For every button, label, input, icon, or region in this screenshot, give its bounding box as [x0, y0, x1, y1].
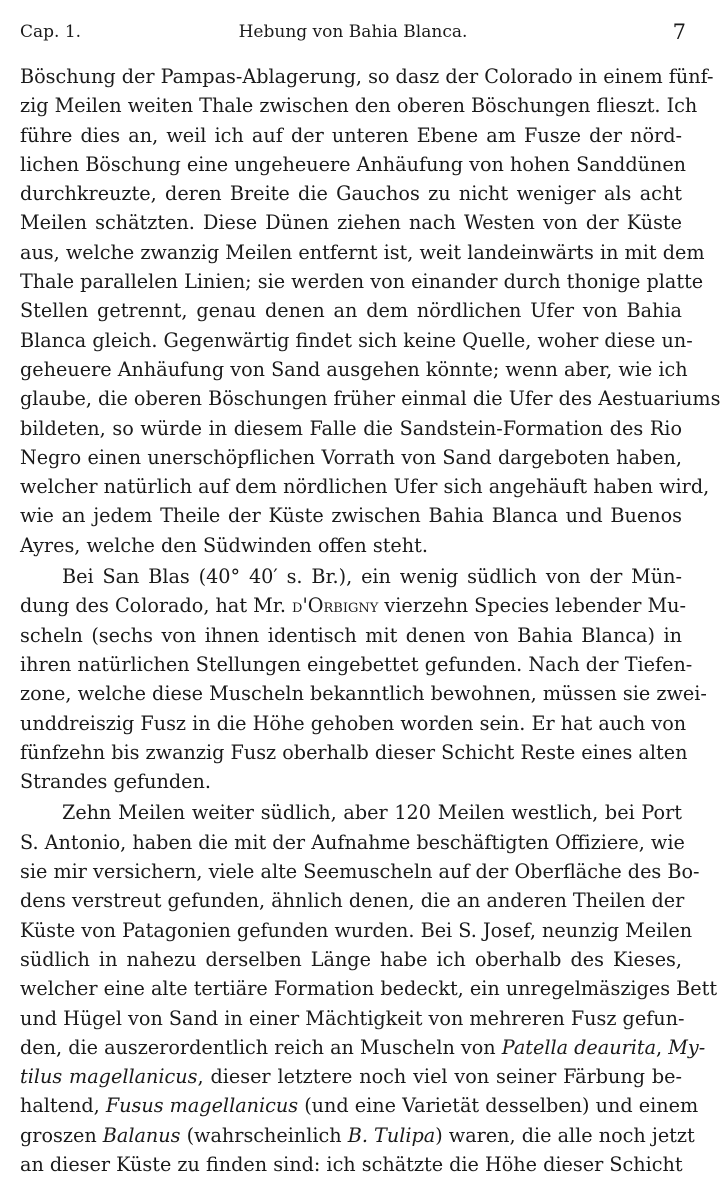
text-line: Böschung der Pampas-Ablagerung, so dasz der Colorado in einem fünf- — [20, 65, 714, 88]
paragraph — [20, 62, 720, 560]
running-title: Hebung von Bahia Blanca. — [238, 22, 468, 42]
text-line: unddreiszig Fusz in die Höhe gehoben worden sein. Er hat auch von — [20, 711, 687, 735]
body-text — [20, 62, 720, 1181]
text-line: welcher eine alte tertiäre Formation bedeckt, ein unregelmäsziges Bett — [20, 977, 718, 1001]
text-line: den, die auszerordentlich reich an Muscheln von Patella deaurita, My- — [20, 1035, 706, 1059]
text-line: durchkreuzte, deren Breite die Gauchos zu nicht weniger als acht — [20, 182, 682, 206]
text-line: ihren natürlichen Stellungen eingebettet gefunden. Nach der Tiefen- — [20, 652, 693, 676]
text-line: Zehn Meilen weiter südlich, aber 120 Meilen westlich, bei Port — [62, 801, 682, 825]
text-line: haltend, Fusus magellanicus (und eine Varietät desselben) und einem — [20, 1094, 699, 1118]
text-line: Küste von Patagonien gefunden wurden. Bei S. Josef, neunzig Meilen — [20, 918, 693, 942]
text-line: dung des Colorado, hat Mr. d'Orbigny vierzehn Species lebender Mu- — [20, 594, 687, 618]
text-line: Blanca gleich. Gegenwärtig findet sich keine Quelle, woher diese un- — [20, 328, 693, 352]
text-line: S. Antonio, haben die mit der Aufnahme beschäftigten Offiziere, wie — [20, 830, 685, 854]
text-line: welcher natürlich auf dem nördlichen Ufer sich angehäuft haben wird, — [20, 475, 710, 499]
paragraph — [20, 562, 707, 796]
text-line: aus, welche zwanzig Meilen entfernt ist, weit landeinwärts in mit dem — [20, 240, 705, 264]
text-line: scheln (sechs von ihnen identisch mit denen von Bahia Blanca) in — [20, 623, 682, 647]
text-line: Stellen getrennt, genau denen an dem nördlichen Ufer von Bahia — [20, 299, 682, 323]
text-line: groszen Balanus (wahrscheinlich B. Tulipa) waren, die alle noch jetzt — [20, 1123, 695, 1147]
text-line: zig Meilen weiten Thale zwischen den oberen Böschungen flieszt. Ich — [20, 94, 698, 118]
text-line: tilus magellanicus, dieser letztere noch viel von seiner Färbung be- — [20, 1065, 683, 1089]
text-line: südlich in nahezu derselben Länge habe ich oberhalb des Kieses, — [20, 947, 682, 971]
text-line: an dieser Küste zu finden sind: ich schätzte die Höhe dieser Schicht — [20, 1152, 683, 1176]
text-line: zone, welche diese Muscheln bekanntlich bewohnen, müssen sie zwei- — [20, 682, 707, 706]
text-line: Thale parallelen Linien; sie werden von einander durch thonige platte — [20, 270, 704, 294]
page-number: 7 — [672, 20, 686, 44]
text-line: bildeten, so würde in diesem Falle die Sandstein-Formation des Rio — [20, 416, 682, 440]
text-line: und Hügel von Sand in einer Mächtigkeit von mehreren Fusz gefun- — [20, 1006, 685, 1030]
text-line: Negro einen unerschöpflichen Vorrath von Sand dargeboten haben, — [20, 445, 682, 469]
text-line: Meilen schätzten. Diese Dünen ziehen nach Westen von der Küste — [20, 211, 682, 235]
text-line: fünfzehn bis zwanzig Fusz oberhalb dieser Schicht Reste eines alten — [20, 740, 688, 764]
chapter-label: Cap. 1. — [20, 22, 82, 42]
text-line: geheuere Anhäufung von Sand ausgehen könnte; wenn aber, wie ich — [20, 357, 688, 381]
text-line: lichen Böschung eine ungeheuere Anhäufung von hohen Sanddünen — [20, 152, 687, 176]
text-line: glaube, die oberen Böschungen früher einmal die Ufer des Aestuariums — [20, 387, 720, 411]
text-line: sie mir versichern, viele alte Seemuscheln auf der Oberfläche des Bo- — [20, 860, 700, 884]
text-line: wie an jedem Theile der Küste zwischen Bahia Blanca und Buenos — [20, 504, 682, 528]
text-line: Strandes gefunden. — [20, 770, 211, 794]
running-header — [20, 18, 686, 48]
text-line: führe dies an, weil ich auf der unteren Ebene am Fusze der nörd- — [20, 123, 682, 147]
text-line: Bei San Blas (40° 40′ s. Br.), ein wenig südlich von der Mün- — [62, 565, 682, 589]
text-line: dens verstreut gefunden, ähnlich denen, die an anderen Theilen der — [20, 889, 685, 913]
text-line: Ayres, welche den Südwinden offen steht. — [20, 533, 428, 557]
paragraph — [20, 798, 718, 1179]
